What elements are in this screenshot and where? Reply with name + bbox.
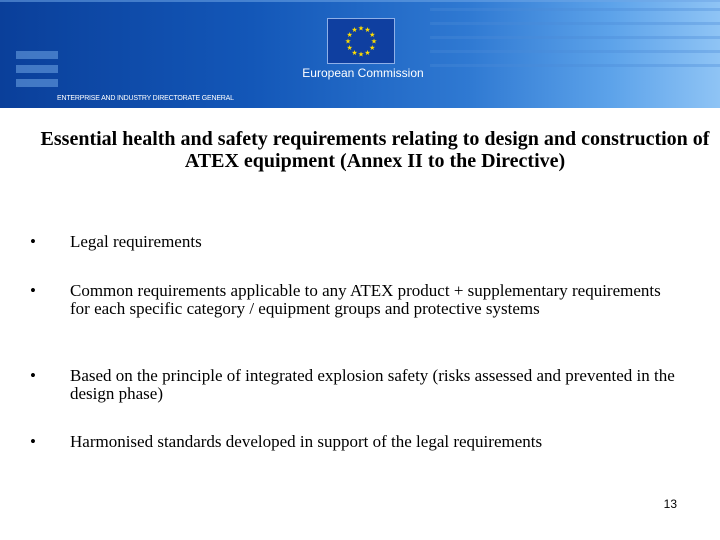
eu-star-icon: ★ xyxy=(364,26,371,35)
eu-star-icon: ★ xyxy=(346,44,353,52)
header-banner xyxy=(0,0,720,108)
eu-star-icon: ★ xyxy=(357,24,365,33)
eu-stars-icon xyxy=(328,19,394,63)
slide-title: Essential health and safety requirements relating to design and construction of ATEX equipment (Annex II to the Directive) xyxy=(40,128,710,172)
eu-star-icon: ★ xyxy=(351,48,358,57)
eu-star-icon: ★ xyxy=(364,48,371,57)
bullet-dot: • xyxy=(30,232,36,251)
bullet-text: Based on the principle of integrated explosion safety (risks assessed and prevented in the design phase) xyxy=(70,366,675,403)
eu-star-icon: ★ xyxy=(346,31,353,39)
eu-star-icon: ★ xyxy=(351,26,358,35)
bullet-text: Harmonised standards developed in support of the legal requirements xyxy=(70,432,543,451)
eu-star-icon: ★ xyxy=(369,31,376,39)
bullet-dot: • xyxy=(30,281,36,300)
directorate-name: ENTERPRISE AND INDUSTRY DIRECTORATE GENERAL xyxy=(57,95,234,102)
bullet-text: Legal requirements xyxy=(70,232,202,251)
eu-star-icon: ★ xyxy=(357,50,365,59)
eu-star-icon: ★ xyxy=(369,44,376,52)
organization-name: European Commission xyxy=(302,66,424,80)
bullet-dot: • xyxy=(30,366,36,385)
bullet-text: Common requirements applicable to any ATEX product + supplementary requirements for each specific category / equipment groups and protective systems xyxy=(70,281,661,318)
eu-star-icon: ★ xyxy=(370,37,378,46)
bullet-dot: • xyxy=(30,432,36,451)
eu-star-icon: ★ xyxy=(344,37,352,46)
page-number: 13 xyxy=(663,497,677,511)
eu-flag-icon xyxy=(327,18,395,64)
